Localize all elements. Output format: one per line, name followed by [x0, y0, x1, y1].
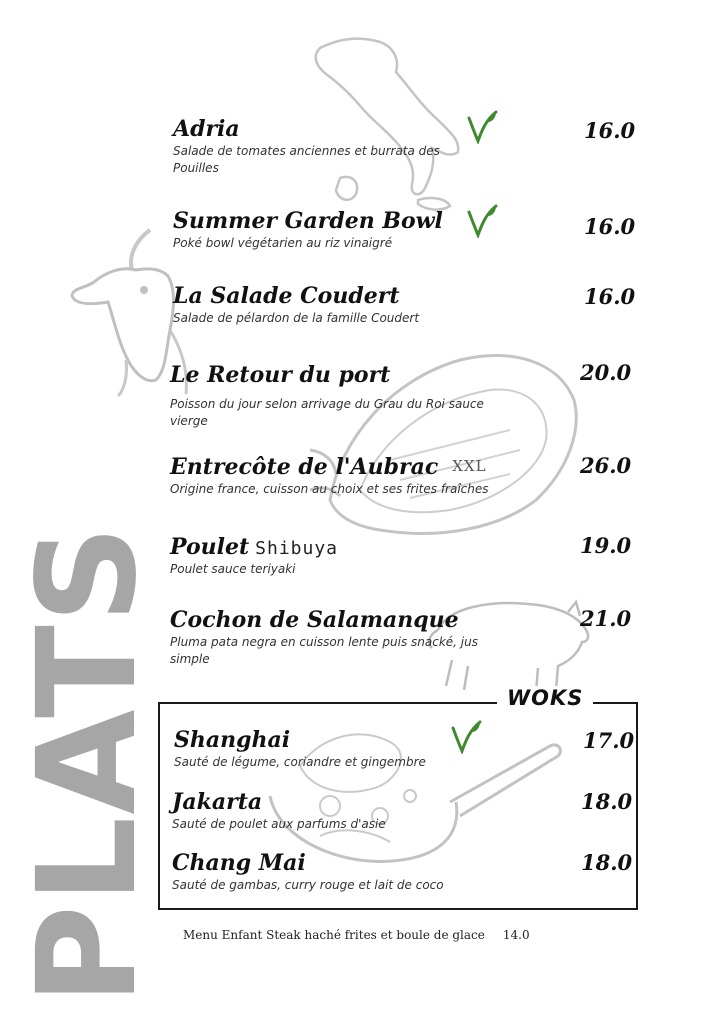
item-description: Pluma pata negra en cuisson lente puis snacké, jus simple [170, 635, 478, 667]
item-name: Le Retour du port [170, 362, 391, 388]
item-price: 26.0 [580, 453, 632, 478]
item-name: Adria [173, 116, 240, 142]
item-description: Sauté de légume, coriandre et gingembre [174, 755, 426, 770]
item-price: 18.0 [581, 850, 633, 875]
wok-item-chang-mai [172, 851, 492, 894]
item-price: 18.0 [581, 789, 633, 814]
item-description: Poulet sauce teriyaki [170, 562, 296, 577]
menu-item-la-salade-coudert [173, 284, 493, 327]
wok-item-jakarta [172, 790, 472, 833]
section-title-plats: PLATS [9, 523, 167, 1005]
item-description: Sauté de gambas, curry rouge et lait de coco [172, 878, 444, 893]
item-price: 16.0 [584, 214, 636, 239]
menu-item-summer-garden-bowl [173, 209, 473, 252]
item-name-text: Poulet [170, 534, 250, 560]
item-description: Origine france, cuisson au choix et ses frites fraîches [170, 482, 489, 497]
item-price: 17.0 [583, 728, 635, 753]
item-price: 16.0 [584, 284, 636, 309]
item-price: 20.0 [580, 360, 632, 385]
item-description: Salade de pélardon de la famille Coudert [173, 311, 420, 326]
vegetarian-leaf-icon [450, 718, 482, 758]
menu-item-le-retour-du-port [170, 363, 490, 430]
item-name: La Salade Coudert [173, 283, 400, 309]
kids-menu-label: Menu Enfant Steak haché frites et boule de glace [183, 928, 485, 942]
kids-menu-line [183, 928, 530, 942]
vegetarian-leaf-icon [466, 108, 498, 148]
item-name [170, 535, 470, 560]
item-description: Poisson du jour selon arrivage du Grau du Roi sauce vierge [170, 397, 484, 429]
menu-item-cochon-de-salamanque [170, 608, 490, 668]
shibuya-tag: Shibuya [255, 538, 338, 559]
wok-item-shanghai [174, 728, 474, 771]
item-description: Salade de tomates anciennes et burrata des Pouilles [173, 144, 440, 176]
menu-item-entrecote-de-laubrac [170, 455, 550, 498]
item-description: Poké bowl végétarien au riz vinaigré [173, 236, 393, 251]
item-name: Jakarta [172, 789, 263, 815]
item-name: Summer Garden Bowl [173, 208, 443, 234]
xxl-tag: XXL [452, 457, 487, 475]
woks-title: WOKS [497, 686, 593, 710]
menu-item-adria [173, 117, 463, 177]
item-name: Shanghai [174, 727, 291, 753]
item-name: Chang Mai [172, 850, 306, 876]
item-name: Cochon de Salamanque [170, 607, 459, 633]
kids-menu-price: 14.0 [502, 928, 530, 942]
item-price: 16.0 [584, 118, 636, 143]
menu-item-poulet-shibuya [170, 535, 470, 578]
item-name-text: Entrecôte de l'Aubrac [170, 454, 439, 480]
item-price: 19.0 [580, 533, 632, 558]
vegetarian-leaf-icon [466, 202, 498, 242]
item-price: 21.0 [580, 606, 632, 631]
item-description: Sauté de poulet aux parfums d'asie [172, 817, 386, 832]
item-name [170, 455, 550, 480]
